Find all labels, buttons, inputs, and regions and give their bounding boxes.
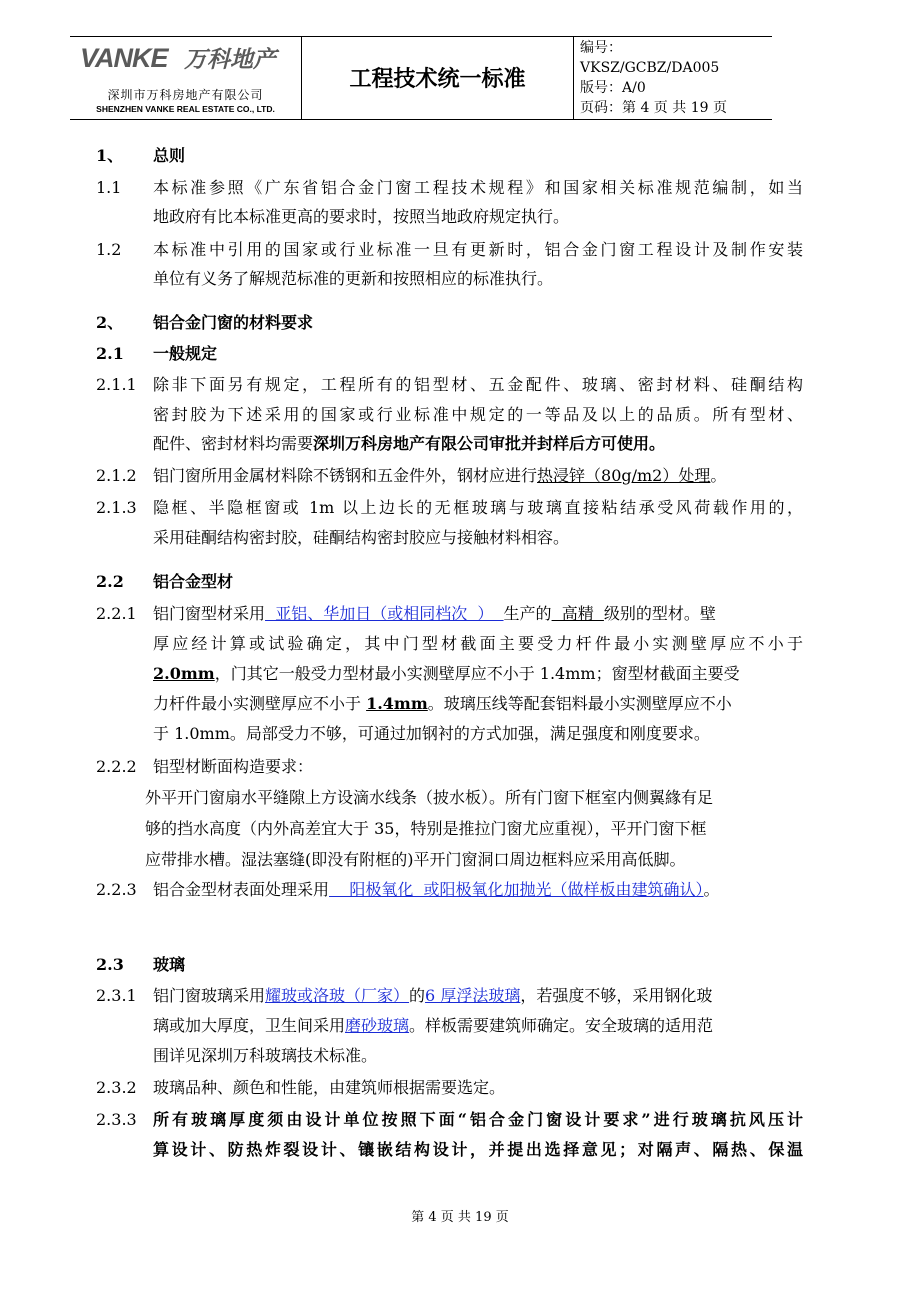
paragraph-line: 隐框、半隐框窗或 1m 以上边长的无框玻璃与玻璃直接粘结承受风荷载作用的， xyxy=(153,498,803,517)
clause-number: 2.1.2 xyxy=(96,466,137,485)
paragraph-line: 采用硅酮结构密封胶，硅酮结构密封胶应与接触材料相容。 xyxy=(153,528,570,547)
text-run: 力杆件最小实测壁厚应不小于 xyxy=(153,694,367,713)
surface-treatment-link[interactable]: 阳极氧化 或阳极氧化加抛光（做样板由建筑确认） xyxy=(329,880,704,899)
document-title: 工程技术统一标准 xyxy=(349,67,526,92)
clause-number: 2.2.3 xyxy=(96,880,137,899)
clause-number: 1.2 xyxy=(96,240,122,259)
paragraph-line: 本标准参照《广东省铝合金门窗工程技术规程》和国家相关标准规范编制，如当 xyxy=(153,178,803,197)
text-run: 的 xyxy=(409,986,426,1005)
paragraph-line: 密封胶为下述采用的国家或行业标准中规定的一等品及以上的品质。所有型材、 xyxy=(153,405,803,424)
paragraph-line xyxy=(153,985,712,1007)
clause-number: 2.1.3 xyxy=(96,498,137,517)
text-run: 。样板需要建筑师确定。安全玻璃的适用范 xyxy=(409,1016,714,1035)
text-run: 级别的型材。壁 xyxy=(603,604,716,623)
clause-number: 2.2.1 xyxy=(96,604,137,623)
code-value: VKSZ/GCBZ/DA005 xyxy=(580,60,720,76)
paragraph-line: 应带排水槽。湿法塞缝(即没有附框的)平开门窗洞口周边框料应采用高低脚。 xyxy=(145,850,686,869)
page-footer: 第 4 页 共 19 页 xyxy=(411,1210,509,1225)
version: 版号：A/0 xyxy=(580,80,646,96)
text-run: ，门其它一般受力型材最小实测壁厚应不小于 1.4mm；窗型材截面主要受 xyxy=(214,664,740,683)
code-label: 编号： xyxy=(580,40,622,56)
glass-spec-link[interactable]: 6 厚浮法玻璃 xyxy=(425,986,521,1005)
paragraph-line: 所有玻璃厚度须由设计单位按照下面“铝合金门窗设计要求”进行玻璃抗风压计 xyxy=(153,1110,803,1129)
company-name-en: SHENZHEN VANKE REAL ESTATE CO., LTD. xyxy=(96,104,275,114)
text-run: 璃或加大厚度，卫生间采用 xyxy=(153,1016,346,1035)
paragraph-line xyxy=(153,693,732,715)
wall-thickness-value: 2.0mm xyxy=(153,664,215,683)
section-number: 1、 xyxy=(96,146,124,165)
paragraph-line: 玻璃品种、颜色和性能，由建筑师根据需要选定。 xyxy=(153,1078,506,1097)
text-run: 。玻璃压线等配套铝料最小实测壁厚应不小 xyxy=(427,694,732,713)
paragraph-line: 厚应经计算或试验确定，其中门型材截面主要受力杆件最小实测壁厚应不小于 xyxy=(153,634,803,653)
subsection-number: 2.2 xyxy=(96,572,124,591)
subsection-title: 一般规定 xyxy=(153,344,218,363)
clause-number: 2.3.1 xyxy=(96,986,137,1005)
clause-title: 铝型材断面构造要求： xyxy=(153,757,314,776)
glass-vendor-link[interactable]: 耀玻或洛玻（厂家） xyxy=(265,986,410,1005)
header-bottom-rule xyxy=(70,119,772,120)
supplier-link[interactable]: 亚铝、华加日（或相同档次 ） xyxy=(265,604,504,623)
frosted-glass-link[interactable]: 磨砂玻璃 xyxy=(345,1016,410,1035)
clause-number: 2.3.3 xyxy=(96,1110,137,1129)
paragraph-line: 围详见深圳万科玻璃技术标准。 xyxy=(153,1046,378,1065)
paragraph-line: 够的挡水高度（内外高差宜大于 35，特别是推拉门窗尤应重视），平开门窗下框 xyxy=(145,819,707,838)
section-title: 铝合金门窗的材料要求 xyxy=(153,313,314,332)
paragraph-line xyxy=(153,1015,713,1037)
paragraph-line xyxy=(153,663,740,685)
page-info: 页码：第 4 页 共 19 页 xyxy=(580,100,727,116)
section-number: 2、 xyxy=(96,313,124,332)
text-run: 。 xyxy=(710,466,727,485)
paragraph-line: 本标准中引用的国家或行业标准一旦有更新时，铝合金门窗工程设计及制作安装 xyxy=(153,240,803,259)
header-top-rule xyxy=(70,36,772,37)
logo-wordmark: VANKE xyxy=(80,43,168,73)
document-meta xyxy=(580,38,727,118)
logo-cn-wordmark: 万科地产 xyxy=(184,47,276,73)
text-run: 铝门窗型材采用 xyxy=(153,604,266,623)
paragraph-line xyxy=(153,433,665,455)
text-run: 生产的 xyxy=(503,604,552,623)
text-run: 铝门窗玻璃采用 xyxy=(153,986,266,1005)
company-name-cn: 深圳市万科房地产有限公司 xyxy=(107,88,264,102)
subsection-number: 2.1 xyxy=(96,344,124,363)
vanke-logo xyxy=(80,41,295,73)
text-run: 配件、密封材料均需要 xyxy=(153,434,314,453)
clause-number: 2.1.1 xyxy=(96,375,137,394)
paragraph-line: 于 1.0mm。局部受力不够，可通过加钢衬的方式加强，满足强度和刚度要求。 xyxy=(153,724,710,743)
approval-notice: 深圳万科房地产有限公司审批并封样后方可使用。 xyxy=(313,434,666,453)
text-run: 铝合金型材表面处理采用 xyxy=(153,880,330,899)
text-run: ，若强度不够，采用钢化玻 xyxy=(520,986,713,1005)
paragraph-line: 算设计、防热炸裂设计、镶嵌结构设计，并提出选择意见；对隔声、隔热、保温 xyxy=(153,1140,803,1159)
paragraph-line xyxy=(153,603,716,625)
subsection-title: 玻璃 xyxy=(153,955,186,974)
vanke-logo-graphic xyxy=(80,41,295,73)
paragraph-line: 外平开门窗扇水平缝隙上方设滴水线条（披水板）。所有门窗下框室内侧翼緣有足 xyxy=(145,788,714,807)
paragraph-line xyxy=(153,465,726,487)
subsection-number: 2.3 xyxy=(96,955,124,974)
paragraph-line: 地政府有比本标准更高的要求时，按照当地政府规定执行。 xyxy=(153,207,570,226)
paragraph-line: 除非下面另有规定，工程所有的铝型材、五金配件、玻璃、密封材料、硅酮结构 xyxy=(153,375,803,394)
text-run: 铝门窗所用金属材料除不锈钢和五金件外，钢材应进行 xyxy=(153,466,538,485)
page-header xyxy=(70,36,772,120)
underlined-spec: 热浸锌（80g/m2）处理 xyxy=(537,466,711,485)
paragraph-line xyxy=(153,879,720,901)
section-title: 总则 xyxy=(153,146,186,165)
grade-field: 高精 xyxy=(551,604,604,623)
clause-number: 1.1 xyxy=(96,178,122,197)
paragraph-line: 单位有义务了解规范标准的更新和按照相应的标准执行。 xyxy=(153,269,554,288)
wall-thickness-value: 1.4mm xyxy=(366,694,428,713)
text-run: 。 xyxy=(703,880,720,899)
header-divider xyxy=(573,36,574,120)
subsection-title: 铝合金型材 xyxy=(153,572,234,591)
clause-number: 2.2.2 xyxy=(96,757,137,776)
clause-number: 2.3.2 xyxy=(96,1078,137,1097)
